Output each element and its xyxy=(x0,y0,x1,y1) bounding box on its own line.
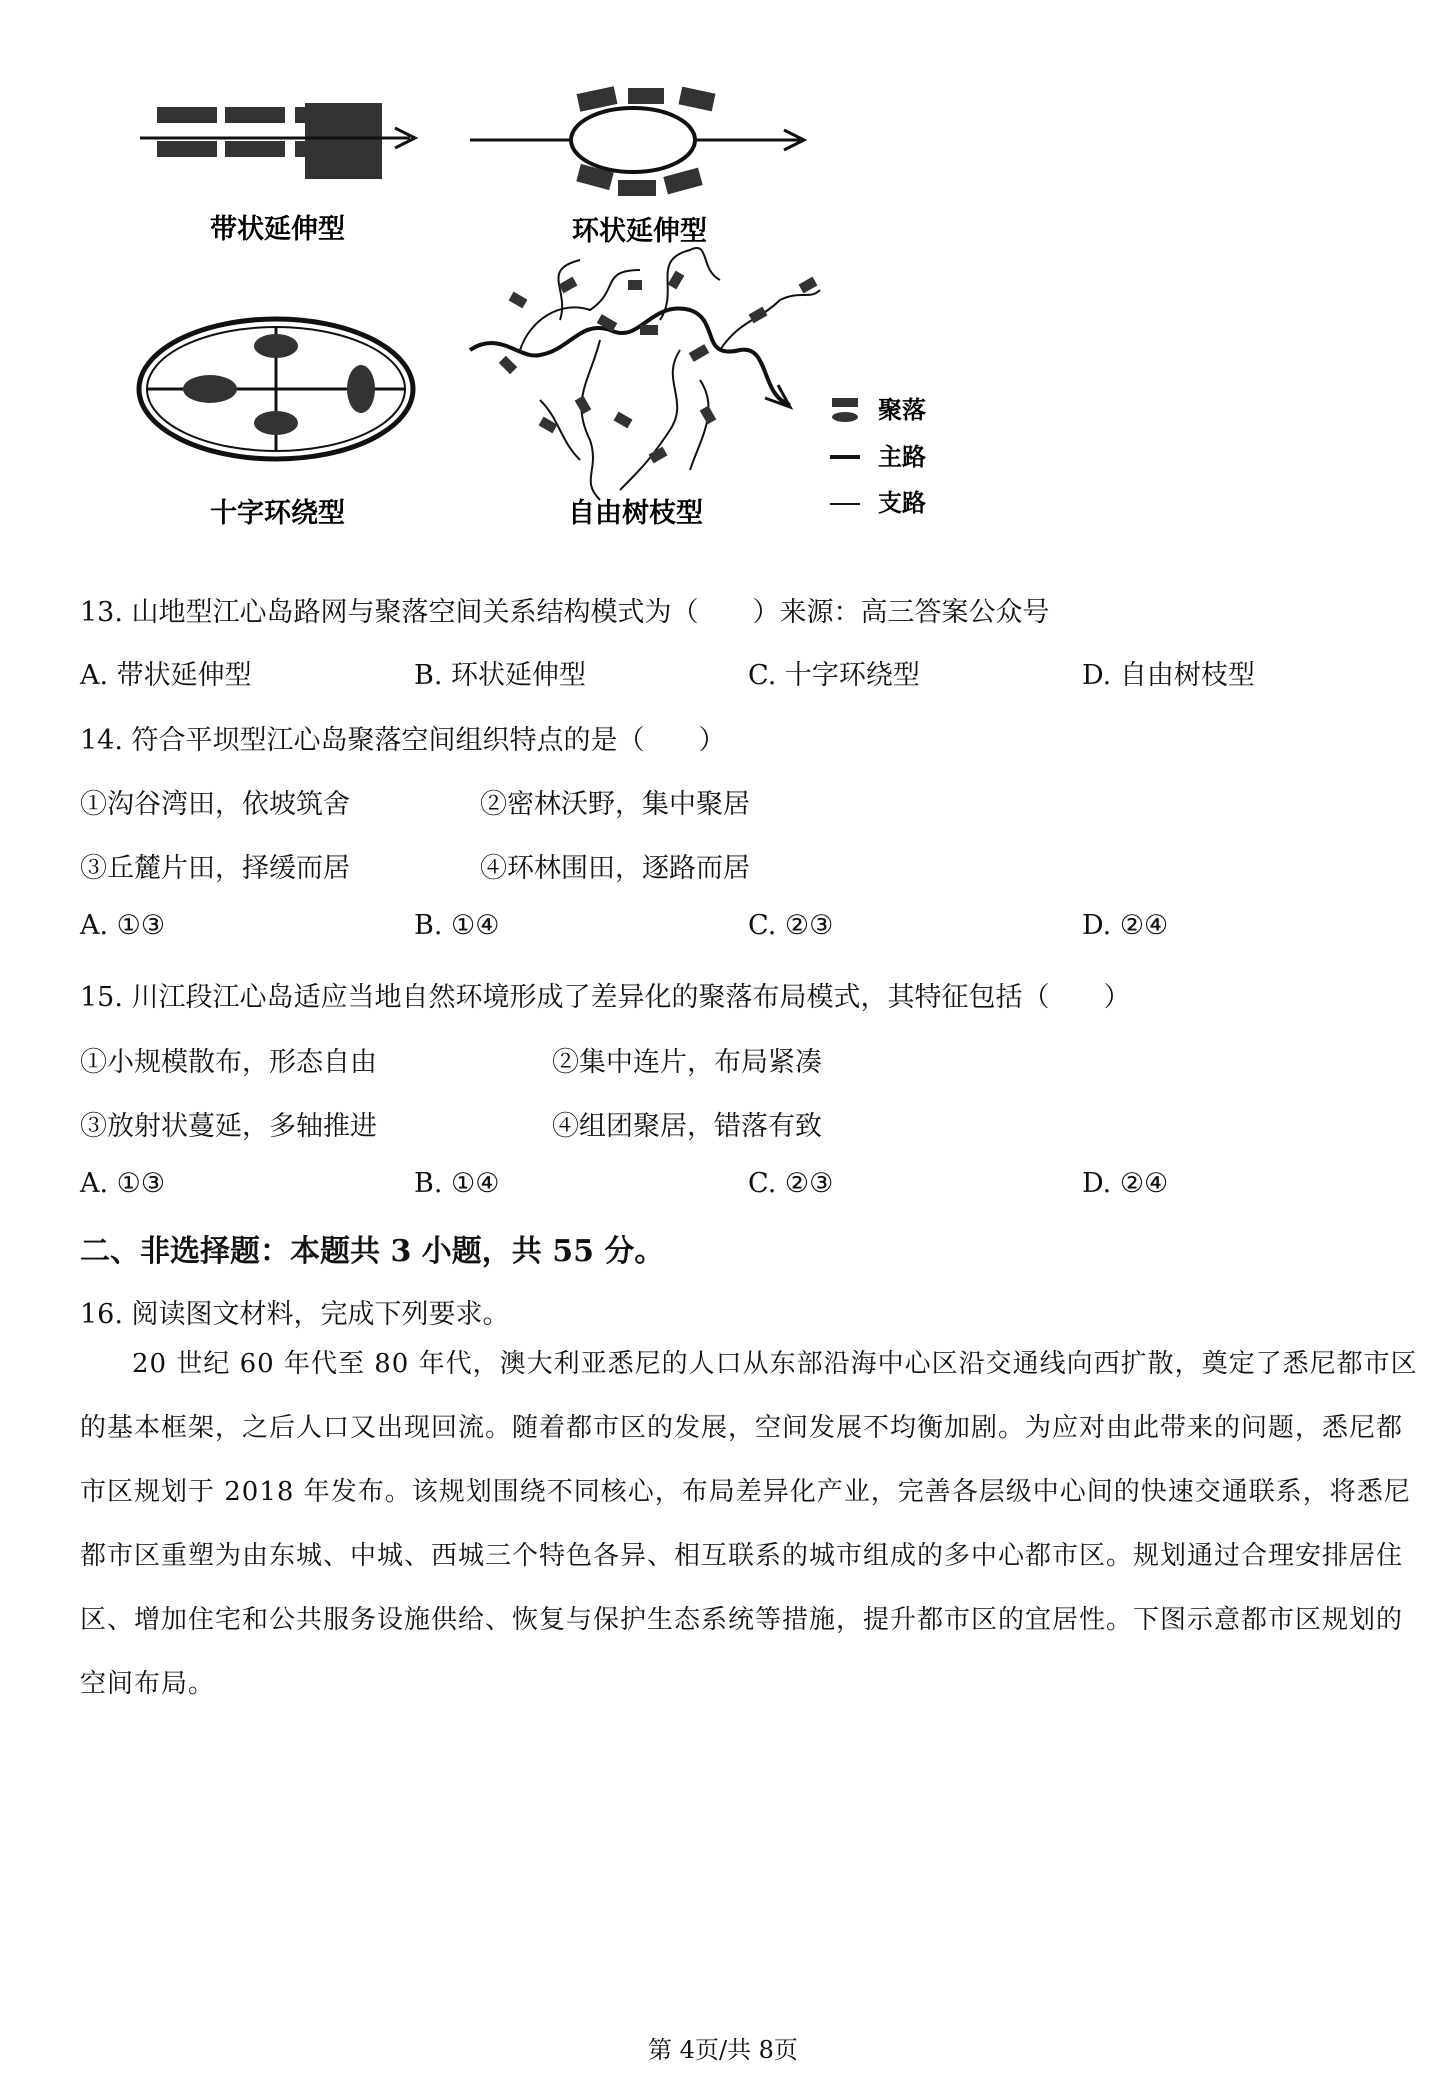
legend-settlement: 聚落 xyxy=(878,397,926,424)
q15-option-c[interactable]: C. ②③ xyxy=(748,1168,834,1199)
cross-surround-diagram xyxy=(139,319,413,528)
label-strip: 带状延伸型 xyxy=(210,214,345,244)
settlement-pattern-figure xyxy=(0,0,1446,540)
question-16-material: 20 世纪 60 年代至 80 年代，澳大利亚悉尼的人口从东部沿海中心区沿交通线向西扩散，奠定了悉尼都市区的基本框架，之后人口又出现回流。随着都市区的发展，空间发展不均衡加剧。为应对由此带来的问题，悉尼都市区规划于 2018 年发布。该规划围绕不同核心，布局差异化产业，完善各层级中心间的快速交通联系，将悉尼都市区重塑为由东城、中城、西城三个特色各异、相互联系的城市组成的多中心都市区。规划通过合理安排居住区、增加住宅和公共服务设施供给、恢复与保护生态系统等措施，提升都市区的宜居性。下图示意都市区规划的空间布局。 xyxy=(80,1349,1418,1699)
q13-option-c[interactable]: C. 十字环绕型 xyxy=(748,660,920,691)
page-number: 第 4页/共 8页 xyxy=(648,2036,798,2064)
strip-extension-diagram xyxy=(140,103,415,244)
q14-option-d[interactable]: D. ②④ xyxy=(1082,910,1169,941)
q13-option-d[interactable]: D. 自由树枝型 xyxy=(1082,660,1255,691)
legend xyxy=(830,397,926,517)
question-13-stem: 13. 山地型江心岛路网与聚落空间关系结构模式为（ ）来源：高三答案公众号 xyxy=(80,597,1050,628)
label-ring: 环状延伸型 xyxy=(572,216,707,246)
q14-item-4: ④环林围田，逐路而居 xyxy=(480,853,750,884)
q14-item-3: ③丘麓片田，择缓而居 xyxy=(80,853,350,884)
label-tree: 自由树枝型 xyxy=(568,498,703,528)
section-2-heading: 二、非选择题：本题共 3 小题，共 55 分。 xyxy=(80,1234,665,1269)
q15-option-d[interactable]: D. ②④ xyxy=(1082,1168,1169,1199)
q13-option-a[interactable]: A. 带状延伸型 xyxy=(80,660,252,691)
q15-item-4: ④组团聚居，错落有致 xyxy=(552,1111,822,1142)
question-14-stem: 14. 符合平坝型江心岛聚落空间组织特点的是（ ） xyxy=(80,725,726,756)
q14-option-c[interactable]: C. ②③ xyxy=(748,910,834,941)
q15-item-3: ③放射状蔓延，多轴推进 xyxy=(80,1111,377,1142)
q15-option-b[interactable]: B. ①④ xyxy=(414,1168,500,1199)
question-15-stem: 15. 川江段江心岛适应当地自然环境形成了差异化的聚落布局模式，其特征包括（ ） xyxy=(80,982,1131,1013)
q14-item-1: ①沟谷湾田，依坡筑舍 xyxy=(80,789,350,820)
q15-item-2: ②集中连片，布局紧凑 xyxy=(552,1047,822,1078)
q14-option-a[interactable]: A. ①③ xyxy=(80,910,166,941)
question-16-stem: 16. 阅读图文材料，完成下列要求。 xyxy=(80,1299,510,1330)
ring-extension-diagram xyxy=(470,86,804,246)
label-cross: 十字环绕型 xyxy=(210,498,345,528)
q15-option-a[interactable]: A. ①③ xyxy=(80,1168,166,1199)
legend-main-road: 主路 xyxy=(878,444,926,471)
legend-branch-road: 支路 xyxy=(878,490,926,517)
q14-option-b[interactable]: B. ①④ xyxy=(414,910,500,941)
free-tree-diagram xyxy=(470,248,820,528)
q14-item-2: ②密林沃野，集中聚居 xyxy=(480,789,750,820)
q13-option-b[interactable]: B. 环状延伸型 xyxy=(414,660,587,691)
q15-item-1: ①小规模散布，形态自由 xyxy=(80,1047,377,1078)
